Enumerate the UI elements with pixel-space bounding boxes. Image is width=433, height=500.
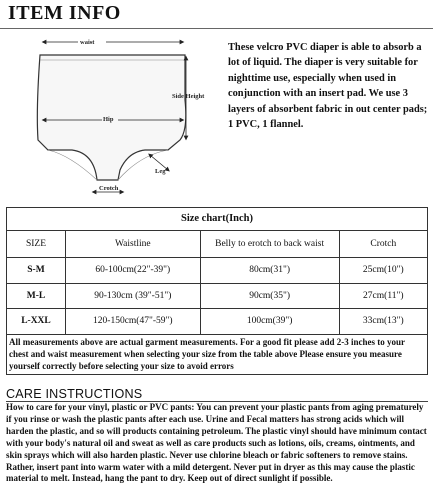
header-bar — [0, 0, 433, 29]
belly-to-back-column-header: Belly to erotch to back waist — [200, 231, 339, 258]
leg-label: Leg — [155, 168, 166, 175]
table-row — [7, 258, 428, 284]
waistline-cell: 90-130cm (39"-51") — [65, 283, 200, 309]
size-cell: S-M — [7, 258, 66, 284]
care-instructions-text: How to care for your vinyl, plastic or PVC pants: You can prevent your plastic pants from aging prematurely if you rinse or wash the plastic pants after each use. Urine and Fecal matters has strong acids which will harden the plastic, and so will products containing petroleum. The plastic vinyl should have minimum contact with your body's natural oil and sweat as well as care products such as lotions, oils, creams, ointments, and skin sprays which will also harden plastic. Never use chlorine bleach or fabric softeners to remove stains. Rather, insert pant into warm water with a mild detergent. Never put in dryer as this may cause the plastic material to melt. Instead, hang the pant to dry. Keep out of direct sunlight if possible. — [6, 402, 427, 484]
size-chart — [6, 207, 428, 375]
size-table — [6, 230, 428, 335]
crotch-cell: 33cm(13") — [339, 309, 427, 335]
table-row — [7, 309, 428, 335]
waistline-column-header: Waistline — [65, 231, 200, 258]
product-description: These velcro PVC diaper is able to absorb a lot of liquid. The diaper is very suitable for nighttime use, especially when used in conjunction with an insert pad. We use 3 layers of absorbent fabric in out center pads; 1 PVC, 1 flannel. — [228, 42, 428, 131]
size-cell: M-L — [7, 283, 66, 309]
page-title: ITEM INFO — [8, 2, 121, 24]
crotch-label: Crotch — [99, 185, 119, 192]
belly-to-back-cell: 80cm(31") — [200, 258, 339, 284]
waist-label: waist — [80, 39, 95, 46]
waistline-cell: 60-100cm(22"-39") — [65, 258, 200, 284]
measurement-note: All measurements above are actual garment measurements. For a good fit please add 2-3 inches to your chest and waist measurement when selecting your size from the table above Please ensure you measure yourself correctly before selecting your size to avoid errors — [6, 335, 428, 375]
waistline-cell: 120-150cm(47"-59") — [65, 309, 200, 335]
garment-diagram — [0, 30, 225, 205]
size-table-header-row — [7, 231, 428, 258]
crotch-cell: 27cm(11") — [339, 283, 427, 309]
crotch-cell: 25cm(10") — [339, 258, 427, 284]
table-row — [7, 283, 428, 309]
belly-to-back-cell: 100cm(39") — [200, 309, 339, 335]
size-chart-title: Size chart(Inch) — [6, 207, 428, 230]
crotch-column-header: Crotch — [339, 231, 427, 258]
size-column-header: SIZE — [7, 231, 66, 258]
care-instructions-title: CARE INSTRUCTIONS — [6, 387, 143, 401]
side-height-label: Side Height — [172, 93, 205, 100]
size-cell: L-XXL — [7, 309, 66, 335]
hip-label: Hip — [103, 116, 114, 123]
belly-to-back-cell: 90cm(35") — [200, 283, 339, 309]
